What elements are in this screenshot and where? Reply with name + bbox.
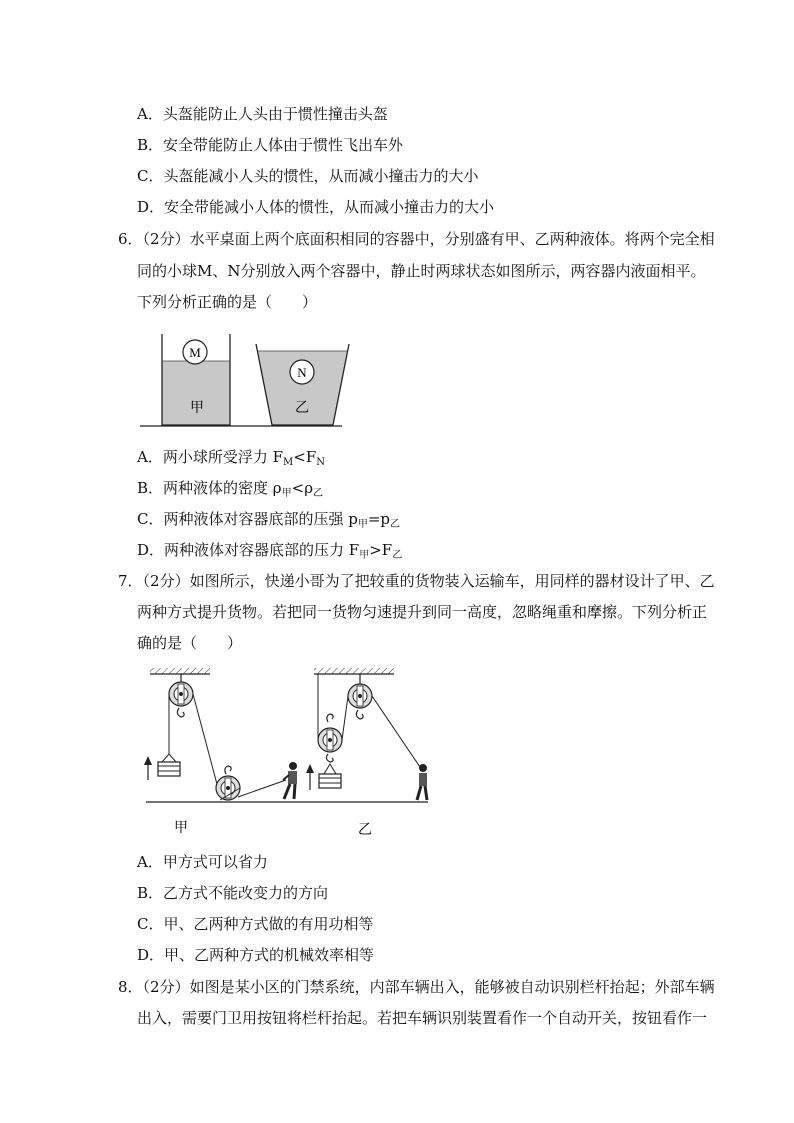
q7-stem-line2: 两种方式提升货物。若把同一货物匀速提升到同一高度，忽略绳重和摩擦。下列分析正 <box>137 603 708 621</box>
q6-option-b: B．两种液体的密度 $\rho_甲<\rho_乙$ <box>137 479 324 499</box>
q6-option-a: A．两小球所受浮力 $F_M<F_N$ <box>137 448 325 468</box>
figure-label-jia: 甲 <box>174 820 188 836</box>
q6-container-figure <box>140 326 350 436</box>
ball-n-label: N <box>297 365 307 380</box>
q6-stem-line2: 同的小球M、N分别放入两个容器中，静止时两球状态如图所示，两容器内液面相平。 <box>137 262 706 280</box>
container-right-label: 乙 <box>295 400 309 416</box>
q5-option-a: A．头盔能防止人头由于惯性撞击头盔 <box>137 105 388 123</box>
q5-option-c: C．头盔能减小人头的惯性，从而减小撞击力的大小 <box>137 167 479 185</box>
load-left <box>158 762 180 776</box>
q7-stem-line1: 7．（2分）如图所示，快递小哥为了把较重的货物装入运输车，用同样的器材设计了甲、乙 <box>118 572 715 590</box>
container-left-label: 甲 <box>190 400 204 416</box>
ball-m-label: M <box>189 345 201 360</box>
q7-option-d: D．甲、乙两种方式的机械效率相等 <box>137 946 375 964</box>
ceiling-left <box>150 668 210 674</box>
q6-option-c: C．两种液体对容器底部的压强 $p_甲=p_乙$ <box>137 510 401 530</box>
q7-option-c: C．甲、乙两种方式做的有用功相等 <box>137 915 374 933</box>
worker-right <box>417 764 427 800</box>
q5-option-b: B．安全带能防止人体由于惯性飞出车外 <box>137 136 404 154</box>
q7-option-b: B．乙方式不能改变力的方向 <box>137 884 329 902</box>
q6-stem-line1: 6．（2分）水平桌面上两个底面积相同的容器中，分别盛有甲、乙两种液体。将两个完全相 <box>118 230 715 248</box>
q7-pulley-figure <box>138 662 438 842</box>
q8-stem-line2: 出入，需要门卫用按钮将栏杆抬起。若把车辆识别装置看作一个自动开关，按钮看作一 <box>137 1009 708 1027</box>
q7-option-a: A．甲方式可以省力 <box>137 853 268 871</box>
q8-stem-line1: 8．（2分）如图是某小区的门禁系统，内部车辆出入，能够被自动识别栏杆抬起；外部车辆 <box>118 978 715 996</box>
q6-stem-line3: 下列分析正确的是（ ） <box>137 293 318 311</box>
ceiling-right <box>314 668 394 674</box>
q7-stem-line3: 确的是（ ） <box>137 634 243 652</box>
figure-label-yi: 乙 <box>358 822 372 838</box>
q5-option-d: D．安全带能减小人体的惯性，从而减小撞击力的大小 <box>137 198 495 216</box>
q6-option-d: D．两种液体对容器底部的压力 $F_甲>F_乙$ <box>137 541 403 561</box>
load-right <box>319 774 341 788</box>
